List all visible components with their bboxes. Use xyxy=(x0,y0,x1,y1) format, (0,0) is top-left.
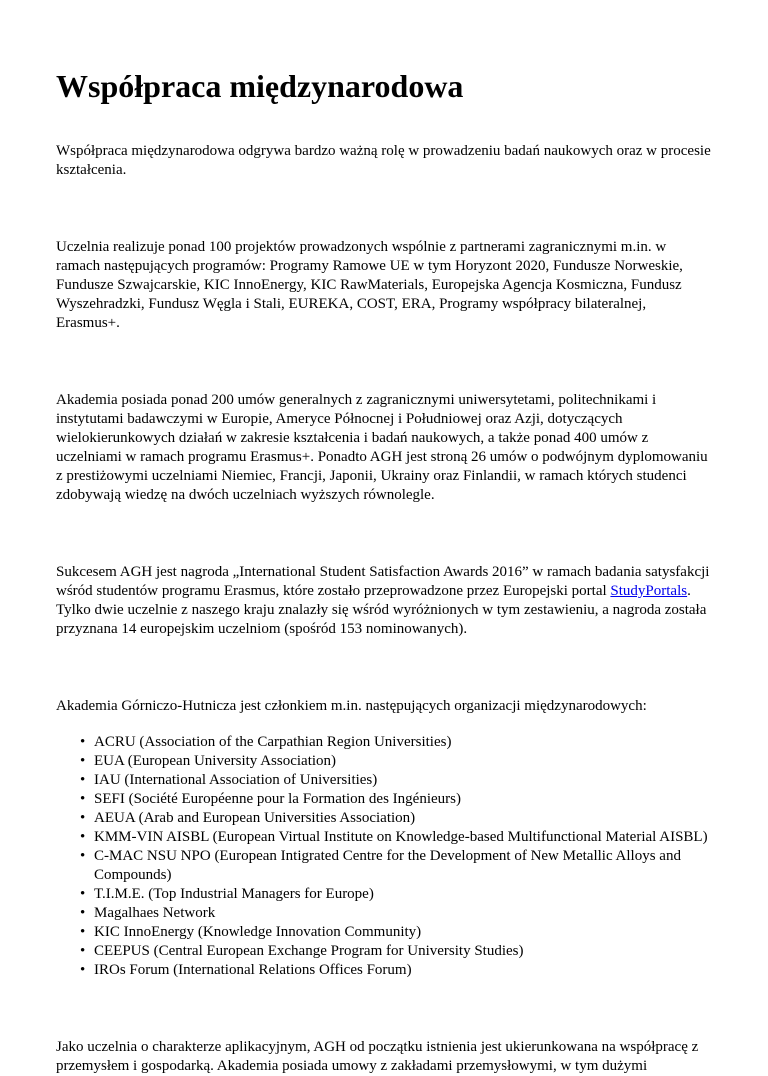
bullet-icon: • xyxy=(80,791,86,807)
bullet-icon: • xyxy=(80,886,86,902)
bullet-icon: • xyxy=(80,753,86,769)
organization-name: IAU (International Association of Universities) xyxy=(94,772,378,788)
paragraph-intro: Współpraca międzynarodowa odgrywa bardzo ważną rolę w prowadzeniu badań naukowych oraz w procesie kształcenia. xyxy=(56,143,711,178)
organization-name: EUA (European University Association) xyxy=(94,753,337,769)
organization-name: IROs Forum (International Relations Offices Forum) xyxy=(94,962,412,978)
organization-name: T.I.M.E. (Top Industrial Managers for Europe) xyxy=(94,886,374,902)
organization-name: KMM-VIN AISBL (European Virtual Institute on Knowledge-based Multifunctional Material AISBL) xyxy=(94,829,708,845)
bullet-icon: • xyxy=(80,848,86,864)
organizations-list xyxy=(56,733,712,980)
paragraph-projects: Uczelnia realizuje ponad 100 projektów prowadzonych wspólnie z partnerami zagranicznymi m.in. w ramach następujących programów: Programy Ramowe UE w tym Horyzont 2020, Fundusze Norweskie, Fundusze Szwajcarskie, KIC InnoEnergy, KIC RawMaterials, Europejska Agencja Kosmiczna, Fundusz Wyszehradzki, Fundusz Węgla i Stali, EUREKA, COST, ERA, Programy współpracy bilateralnej, Erasmus+. xyxy=(56,239,683,331)
list-item xyxy=(80,809,712,828)
paragraph-award xyxy=(56,563,712,639)
organization-name: SEFI (Société Européenne pour la Formation des Ingénieurs) xyxy=(94,791,461,807)
paragraph-industry: Jako uczelnia o charakterze aplikacyjnym, AGH od początku istnienia jest ukierunkowana na współpracę z przemysłem i gospodarką. Akademia posiada umowy z zakładami przemysłowymi, w tym dużymi xyxy=(56,1039,699,1074)
list-item xyxy=(80,790,712,809)
list-item xyxy=(80,752,712,771)
organization-name: CEEPUS (Central European Exchange Program for University Studies) xyxy=(94,943,524,959)
organizations-section xyxy=(56,697,712,980)
list-item xyxy=(80,904,712,923)
list-item xyxy=(80,942,712,961)
list-item xyxy=(80,885,712,904)
list-item xyxy=(80,961,712,980)
paragraph-agreements: Akademia posiada ponad 200 umów generalnych z zagranicznymi uniwersytetami, politechnikami i instytutami badawczymi w Europie, Ameryce Północnej i Południowej oraz Azji, dotyczących wielokierunkowych działań w zakresie kształcenia i badań naukowych, a także ponad 400 umów z uczelniami w ramach programu Erasmus+. Ponadto AGH jest stroną 26 umów o podwójnym dyplomowaniu z prestiżowymi uczelniami Niemiec, Francji, Japonii, Ukrainy oraz Finlandii, w ramach których studenci zdobywają wiedzę na dwóch uczelniach wyższych równolegle. xyxy=(56,392,708,503)
list-item xyxy=(80,828,712,847)
award-text-after: . Tylko dwie uczelnie z naszego kraju znalazły się wśród wyróżnionych w tym zestawieniu, a nagroda została przyznana 14 europejskim uczelniom (spośród 153 nominowanych). xyxy=(56,583,707,637)
bullet-icon: • xyxy=(80,734,86,750)
organization-name: C-MAC NSU NPO (European Intigrated Centre for the Development of New Metallic Alloys and Compounds) xyxy=(94,848,681,883)
bullet-icon: • xyxy=(80,905,86,921)
page-title: Współpraca międzynarodowa xyxy=(56,68,464,104)
organization-name: AEUA (Arab and European Universities Association) xyxy=(94,810,416,826)
organization-name: ACRU (Association of the Carpathian Region Universities) xyxy=(94,734,452,750)
list-item xyxy=(80,847,712,885)
list-item xyxy=(80,771,712,790)
award-text-before: Sukcesem AGH jest nagroda „International Student Satisfaction Awards 2016” w ramach badania satysfakcji wśród studentów programu Erasmus, które zostało przeprowadzone przez Europejski portal xyxy=(56,564,710,599)
bullet-icon: • xyxy=(80,962,86,978)
list-item xyxy=(80,923,712,942)
bullet-icon: • xyxy=(80,810,86,826)
bullet-icon: • xyxy=(80,829,86,845)
list-item xyxy=(80,733,712,752)
bullet-icon: • xyxy=(80,924,86,940)
paragraph-memberships: Akademia Górniczo-Hutnicza jest członkiem m.in. następujących organizacji międzynarodowych: xyxy=(56,698,647,714)
bullet-icon: • xyxy=(80,772,86,788)
bullet-icon: • xyxy=(80,943,86,959)
organization-name: Magalhaes Network xyxy=(94,905,216,921)
organization-name: KIC InnoEnergy (Knowledge Innovation Community) xyxy=(94,924,422,940)
studyportals-link[interactable]: StudyPortals xyxy=(610,583,688,599)
